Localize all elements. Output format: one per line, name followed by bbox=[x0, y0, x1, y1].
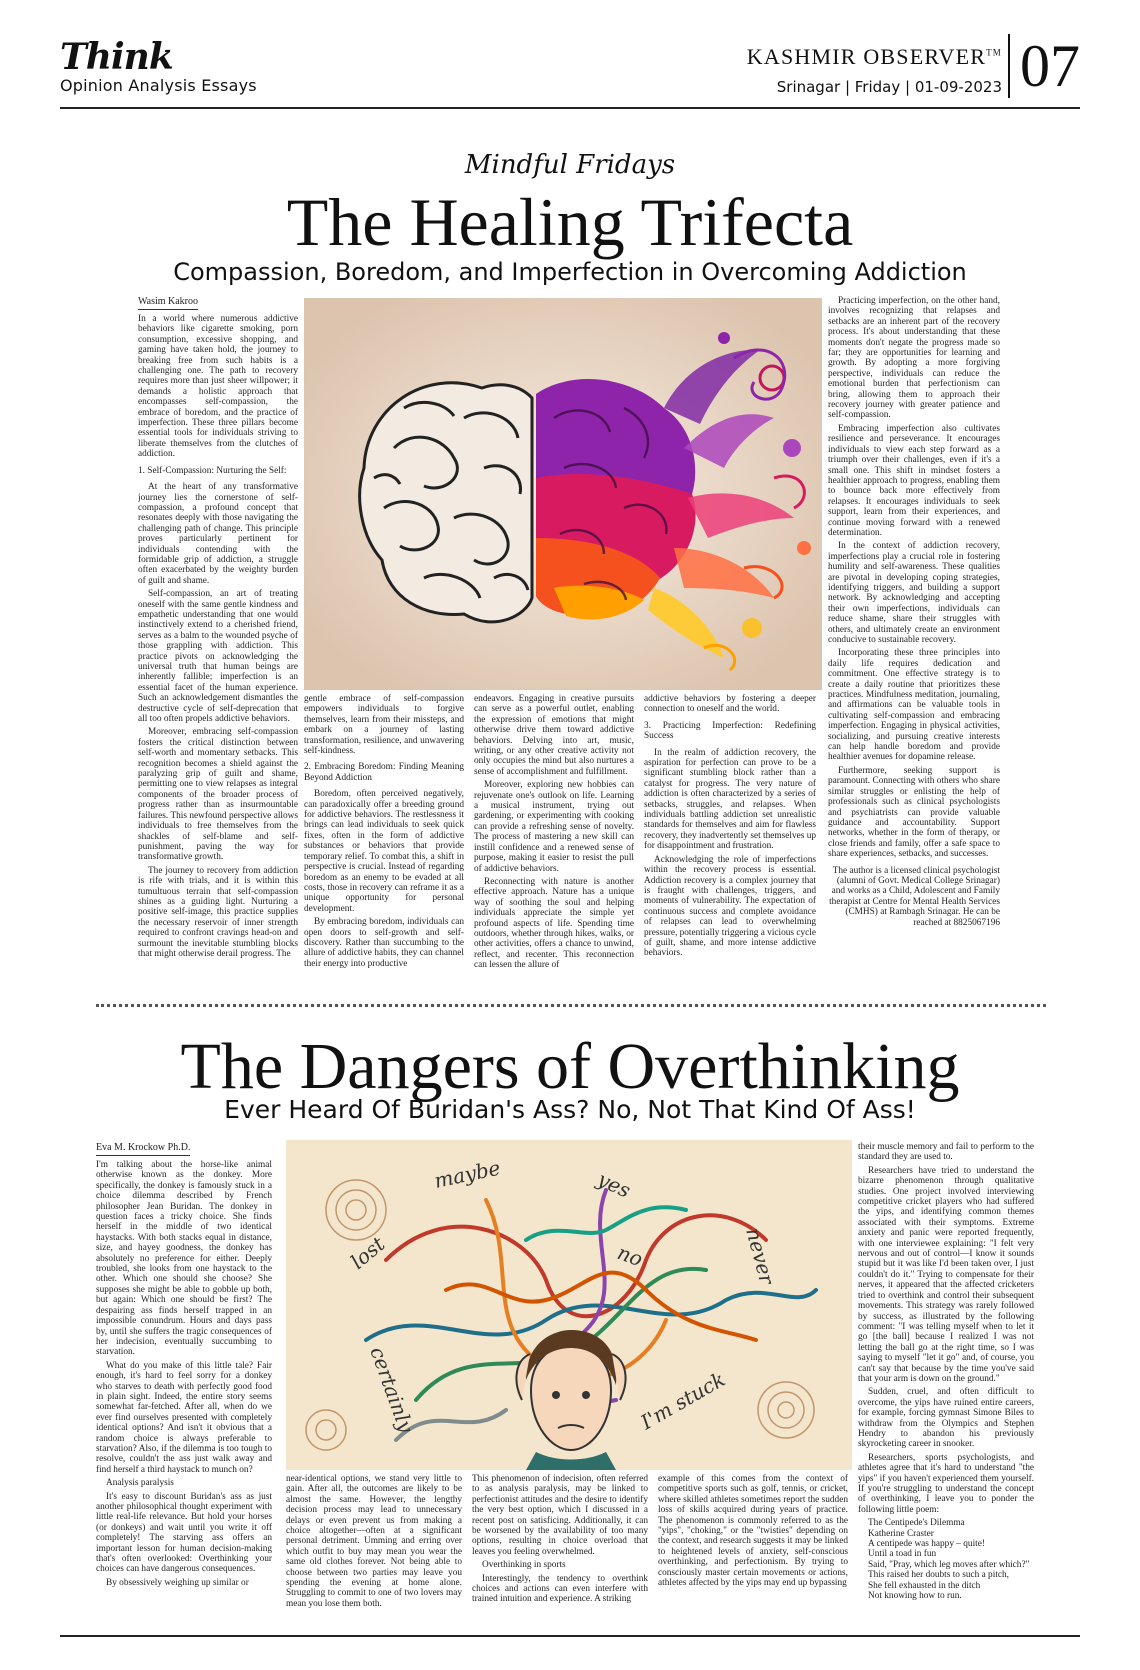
poem-line: Said, "Pray, which leg moves after which?" bbox=[868, 1559, 1030, 1570]
article2-column-5 bbox=[858, 1142, 1034, 1630]
paragraph: The journey to recovery from addiction is rife with trials, and it is within this tumultuous terrain that self-compassion shines as a guiding light. Nurturing a positive self-image, this practice supplies the necessary reservoir of inner strength required to confront cravings head-on and surmount the inevitable stumbling blocks that might otherwise derail progress. The bbox=[138, 865, 298, 959]
paragraph: gentle embrace of self-compassion empowers individuals to forgive themselves, learn from their missteps, and embark on a journey of lasting transformation, resilience, and unwavering self-kindness. bbox=[304, 694, 464, 757]
section-heading: Analysis paralysis bbox=[106, 1478, 174, 1489]
header-rule bbox=[60, 107, 1080, 109]
word-never: never bbox=[741, 1225, 780, 1287]
article2-column-1 bbox=[96, 1160, 272, 1630]
masthead bbox=[60, 33, 1080, 106]
paragraph: At the heart of any transformative journey lies the cornerstone of self-compassion, a profound concept that resonates deeply with those navigating the challenging path of change. This principle proves particularly pertinent for individuals contending with the formidable grip of addiction, a struggle often exacerbated by the weighty burden of guilt and shame. bbox=[138, 482, 298, 586]
section-heading: 2. Embracing Boredom: Finding Meaning Beyond Addiction bbox=[304, 762, 464, 783]
word-certainly: certainly bbox=[365, 1343, 419, 1436]
word-im-stuck: I'm stuck bbox=[636, 1366, 730, 1435]
paragraph: Practicing imperfection, on the other hand, involves recognizing that relapses and setbacks are an inherent part of the recovery process. It's about understanding that these moments don't negate the progress made so far; they are opportunities for learning and growth. By adopting a more forgiving perspective, individuals can reduce the emotional burden that perfectionism can bring, allowing them to approach their recovery journey with greater patience and self-compassion. bbox=[828, 296, 1000, 421]
poem-title: The Centipede's Dilemma bbox=[868, 1518, 965, 1529]
paragraph: By obsessively weighing up similar or bbox=[106, 1577, 249, 1588]
article1-column-1 bbox=[138, 314, 298, 989]
newspaper-name-text: KASHMIR OBSERVER bbox=[746, 44, 987, 69]
paragraph: Incorporating these three principles into daily life requires dedication and commitment. One effective strategy is to create a daily routine that prioritizes these practices. Mindfulness meditation, journaling, and affirmations can be valuable tools in cultivating self-compassion and embracing imperfection. Engaging in physical activities, socializing, and pursuing creative interests can help handle boredom and provide healthier avenues for dopamine release. bbox=[828, 648, 1000, 763]
footer-rule bbox=[60, 1635, 1080, 1637]
article2-byline: Eva M. Krockow Ph.D. bbox=[96, 1142, 190, 1156]
paragraph: Moreover, embracing self-compassion fosters the critical distinction between self-worth and momentary setbacks. This recognition becomes a shield against the paralyzing grip of guilt and shame, permitting one to view relapses as integral components of the broader process of progress rather than as insurmountable failures. This newfound perspective allows individuals to free themselves from the shackles of self-blame and self-punishment, paving the way for transformative growth. bbox=[138, 727, 298, 863]
brain-illustration bbox=[304, 298, 822, 690]
poem-line: This raised her doubts to such a pitch, bbox=[868, 1570, 1009, 1581]
page-number: 07 bbox=[1008, 34, 1080, 98]
paragraph: This phenomenon of indecision, often referred to as analysis paralysis, may be linked to perfectionist attitudes and the desire to identify the very best option, which I discussed in a recent post on satisficing. Additionally, it can be worsened by the availability of too many options, resulting in choice overload that leaves you feeling overwhelmed. bbox=[472, 1474, 648, 1557]
paragraph: Interestingly, the tendency to overthink choices and actions can even interfere with trained intuition and experience. A striking bbox=[472, 1573, 648, 1605]
section-heading: Overthinking in sports bbox=[482, 1560, 566, 1571]
poem-line: A centipede was happy – quite! bbox=[868, 1539, 985, 1550]
word-yes: yes bbox=[593, 1166, 635, 1203]
date-line: Srinagar | Friday | 01-09-2023 bbox=[776, 78, 1002, 96]
poem-line: Not knowing how to run. bbox=[868, 1591, 962, 1602]
newspaper-name bbox=[747, 44, 1002, 70]
article1-title: The Healing Trifecta bbox=[286, 184, 854, 260]
paragraph: In the context of addiction recovery, imperfections play a crucial role in fostering humility and self-awareness. These qualities are pivotal in developing coping strategies, identifying triggers, and building a support network. By acknowledging and accepting their own imperfections, individuals can reduce shame, share their struggles with others, and ultimately create an environment conducive to sustainable recovery. bbox=[828, 541, 1000, 645]
word-no: no bbox=[614, 1240, 646, 1272]
paragraph: Boredom, often perceived negatively, can paradoxically offer a breeding ground for addictive behaviors. The restlessness it brings can lead individuals to seek quick fixes, often in the form of addictive substances or behaviors that provide temporary relief. To combat this, a shift in perspective is crucial. Instead of regarding boredom as an enemy to be evaded at all costs, those in recovery can reframe it as a unique opportunity for personal development. bbox=[304, 789, 464, 914]
article2-column-4 bbox=[658, 1474, 848, 1630]
paragraph: addictive behaviors by fostering a deeper connection to oneself and the world. bbox=[644, 694, 816, 715]
poem-line: She fell exhausted in the ditch bbox=[868, 1580, 981, 1591]
poem-author: Katherine Craster bbox=[868, 1528, 934, 1539]
author-bio: The author is a licensed clinical psychologist (alumni of Govt. Medical College Srinagar) and works as a Child, Adolescent and Family therapist at Centre for Mental Health Services (CMHS) at Rambagh Srinagar. He can be reached at 8825067196 bbox=[829, 865, 1000, 928]
article1-column-2 bbox=[304, 694, 464, 989]
trademark-mark: TM bbox=[986, 47, 1002, 58]
paragraph: Researchers, sports psychologists, and athletes agree that it's hard to understand "the yips" if you haven't experienced them yourself. If you're struggling to understand the concept of overthinking, I leave you to ponder the following little poem: bbox=[858, 1452, 1034, 1515]
article1-column-4 bbox=[644, 694, 816, 989]
article1-column-3 bbox=[474, 694, 634, 989]
article1-subtitle: Compassion, Boredom, and Imperfection in Overcoming Addiction bbox=[173, 258, 967, 286]
paragraph: What do you make of this little tale? Fair enough, it's hard to feel sorry for a donkey who starves to death with perfectly good food in plain sight. Indeed, the entire story seems somewhat far-fetched. After all, when do we ever find ourselves presented with completely identical options? And isn't it obvious that a random choice is always preferable to starvation? Also, if the dilemma is too tough to resolve, couldn't the ass just walk away and find herself a third haystack to munch on? bbox=[96, 1360, 272, 1475]
paragraph: In the realm of addiction recovery, the aspiration for perfection can prove to be a significant stumbling block rather than a catalyst for progress. The very nature of addiction is often characterized by a series of setbacks, struggles, and relapses. When individuals battling addiction set unrealistic standards for themselves and aim for flawless recovery, they inadvertently set themselves up for disappointment and frustration. bbox=[644, 747, 816, 852]
paragraph: Researchers have tried to understand the bizarre phenomenon through qualitative studies. One project involved interviewing competitive cricket players who had suffered the yips, and identifying common themes associated with their symptoms. Extreme anxiety and panic were reported frequently, with one interviewee explaining: "I felt very nervous and out of control—I know it sounds stupid but it was like I'd been taken over, I just couldn't do it." Trying to compensate for their nerves, it appeared that the affected cricketers tried to overthink and control their subsequent movements. This strategy was rarely followed by success, as illustrated by the following comment: "I was telling myself when to let it go [the ball] because I realized I was not letting the ball go at the right time, so I was saying to myself "let it go" and, of course, you can't say that because by the time you've said that your arm is down on the ground." bbox=[858, 1165, 1034, 1384]
section-heading: 3. Practicing Imperfection: Redefining Success bbox=[644, 720, 816, 742]
section-title: Think bbox=[60, 36, 173, 78]
paragraph: I'm talking about the horse-like animal otherwise known as the donkey. More specifically, the donkey is famously stuck in a choice dilemma described by French philosopher Jean Buridan. The donkey in question faces a tricky choice. She finds herself in the middle of two identical haystacks. With both stacks equal in distance, size, and hayey goodness, the donkey has absolutely no preference for either. Deeply troubled, she looks from one haystack to the other. Which one should she choose? She supposes she might be able to gobble up both, but again: Which one should be first? The despairing ass finds herself trapped in an impossible conundrum. Hours and days pass by, until she suffers the tragic consequences of her indecision, eventually succumbing to starvation. bbox=[96, 1160, 272, 1358]
word-lost: lost bbox=[345, 1231, 390, 1274]
paragraph: Acknowledging the role of imperfections within the recovery process is essential. Addiction recovery is a complex journey that is fraught with challenges, triggers, and moments of vulnerability. The expectation of continuous success and complete avoidance of relapses can lead to overwhelming pressure, potentially triggering a vicious cycle of guilt, shame, and more intense addictive behaviors. bbox=[644, 854, 816, 959]
paragraph: their muscle memory and fail to perform to the standard they are used to. bbox=[858, 1142, 1034, 1163]
paragraph: Furthermore, seeking support is paramount. Connecting with others who share similar struggles or enlisting the help of professionals such as clinical psychologists and psychiatrists can provide valuable guidance and accountability. Support networks, whether in the form of therapy, or close friends and family, offer a safe space to share experiences, setbacks, and successes. bbox=[828, 765, 1000, 860]
paragraph: In a world where numerous addictive behaviors like cigarette smoking, porn consumption, excessive shopping, and gaming have taken hold, the journey to breaking free from such habits is a challenging one. The path to recovery requires more than just sheer willpower; it demands a holistic approach that encompasses self-compassion, the embrace of boredom, and the practice of imperfection. These three pillars become essential tools for individuals striving to liberate themselves from the clutches of addiction. bbox=[138, 314, 298, 460]
article1-byline: Wasim Kakroo bbox=[138, 296, 198, 310]
paragraph: example of this comes from the context of competitive sports such as golf, tennis, or cricket, where skilled athletes sometimes report the sudden loss of skills acquired during years of practice. The phenomenon is commonly referred to as the "yips", "choking," or the "twisties" depending on the context, and research suggests it may be linked to heightened levels of anxiety, self-conscious overthinking, and perfectionism. By trying to consciously master certain movements or actions, athletes affected by the yips may end up bypassing bbox=[658, 1474, 848, 1589]
article1-kicker: Mindful Fridays bbox=[464, 150, 676, 180]
overthinking-illustration-svg bbox=[286, 1140, 852, 1470]
word-maybe: maybe bbox=[432, 1155, 503, 1193]
paragraph: Reconnecting with nature is another effective approach. Nature has a unique way of soothing the soul and helping individuals appreciate the simple yet profound aspects of life. Spending time outdoors, whether through hikes, walks, or other activities, offers a chance to unwind, reflect, and recenter. This reconnection can lessen the allure of bbox=[474, 876, 634, 971]
paragraph: Self-compassion, an art of treating oneself with the same gentle kindness and empathetic understanding that one would instinctively extend to a cherished friend, serves as a balm to the wounded psyche of those grappling with addiction. This practice pivots on acknowledging the universal truth that human beings are inherently fallible; imperfection is an essential facet of the human experience. Such an acknowledgement dismantles the destructive cycle of self-deprecation that all too often propels addictive behaviors. bbox=[138, 589, 298, 725]
article1-column-5 bbox=[828, 296, 1000, 989]
paragraph: It's easy to discount Buridan's ass as just another philosophical thought experiment with little real-life relevance. But hold your horses (or donkeys) and wait until you write it off completely! The starving ass offers an important lesson for human decision-making that's often overlooked: Overthinking your choices can have dangerous consequences. bbox=[96, 1491, 272, 1575]
article-divider bbox=[96, 1004, 1046, 1007]
paragraph: Moreover, exploring new hobbies can rejuvenate one's outlook on life. Learning a musical instrument, trying out gardening, or experimenting with cooking can provide a refreshing sense of novelty. The process of mastering a new skill can instill confidence and a renewed sense of purpose, making it easier to resist the pull of addictive behaviors. bbox=[474, 780, 634, 874]
brain-illustration-svg bbox=[304, 298, 822, 690]
article2-column-3 bbox=[472, 1474, 648, 1630]
paragraph: Embracing imperfection also cultivates resilience and perseverance. It encourages individuals to view each step forward as a triumph over their challenges, even if it's a small one. This shift in mindset fosters a healthier approach to progress, enabling them to bounce back more effectively from relapses. It encourages individuals to seek support, learn from their experiences, and continue moving forward with a renewed determination. bbox=[828, 423, 1000, 538]
article2-title: The Dangers of Overthinking bbox=[180, 1030, 960, 1103]
article2-column-2 bbox=[286, 1474, 462, 1630]
poem-line: Until a toad in fun bbox=[868, 1549, 937, 1560]
paragraph: endeavors. Engaging in creative pursuits can serve as a powerful outlet, enabling the expression of emotions that might otherwise drive them toward addictive behaviors. Delving into art, music, writing, or any other creative activity not only occupies the mind but also nurtures a sense of accomplishment and fulfillment. bbox=[474, 694, 634, 777]
paragraph: Sudden, cruel, and often difficult to overcome, the yips have ruined entire careers, for example, forcing gymnast Simone Biles to withdraw from the Olympics and Stephen Hendry to abandon his previously skyrocketing career in snooker. bbox=[858, 1387, 1034, 1450]
paragraph: By embracing boredom, individuals can open doors to self-growth and self-discovery. Rather than succumbing to the allure of addictive habits, they can channel their energy into productive bbox=[304, 917, 464, 969]
section-heading: 1. Self-Compassion: Nurturing the Self: bbox=[138, 465, 287, 476]
article2-subtitle: Ever Heard Of Buridan's Ass? No, Not That Kind Of Ass! bbox=[224, 1095, 916, 1124]
overthinking-illustration bbox=[286, 1140, 852, 1470]
section-subtitle: Opinion Analysis Essays bbox=[60, 76, 257, 95]
paragraph: near-identical options, we stand very little to gain. After all, the outcomes are likely to be almost the same. However, the lengthy decision process may lead to unnecessary delays or even prevent us from making a choice altogether—often at a significant personal detriment. Umming and erring over which outfit to buy may mean you wear the same old clothes forever. Not being able to choose between two parties may leave you spending the evening at home alone. Struggling to commit to one of two lovers may mean you lose them both. bbox=[286, 1474, 462, 1609]
